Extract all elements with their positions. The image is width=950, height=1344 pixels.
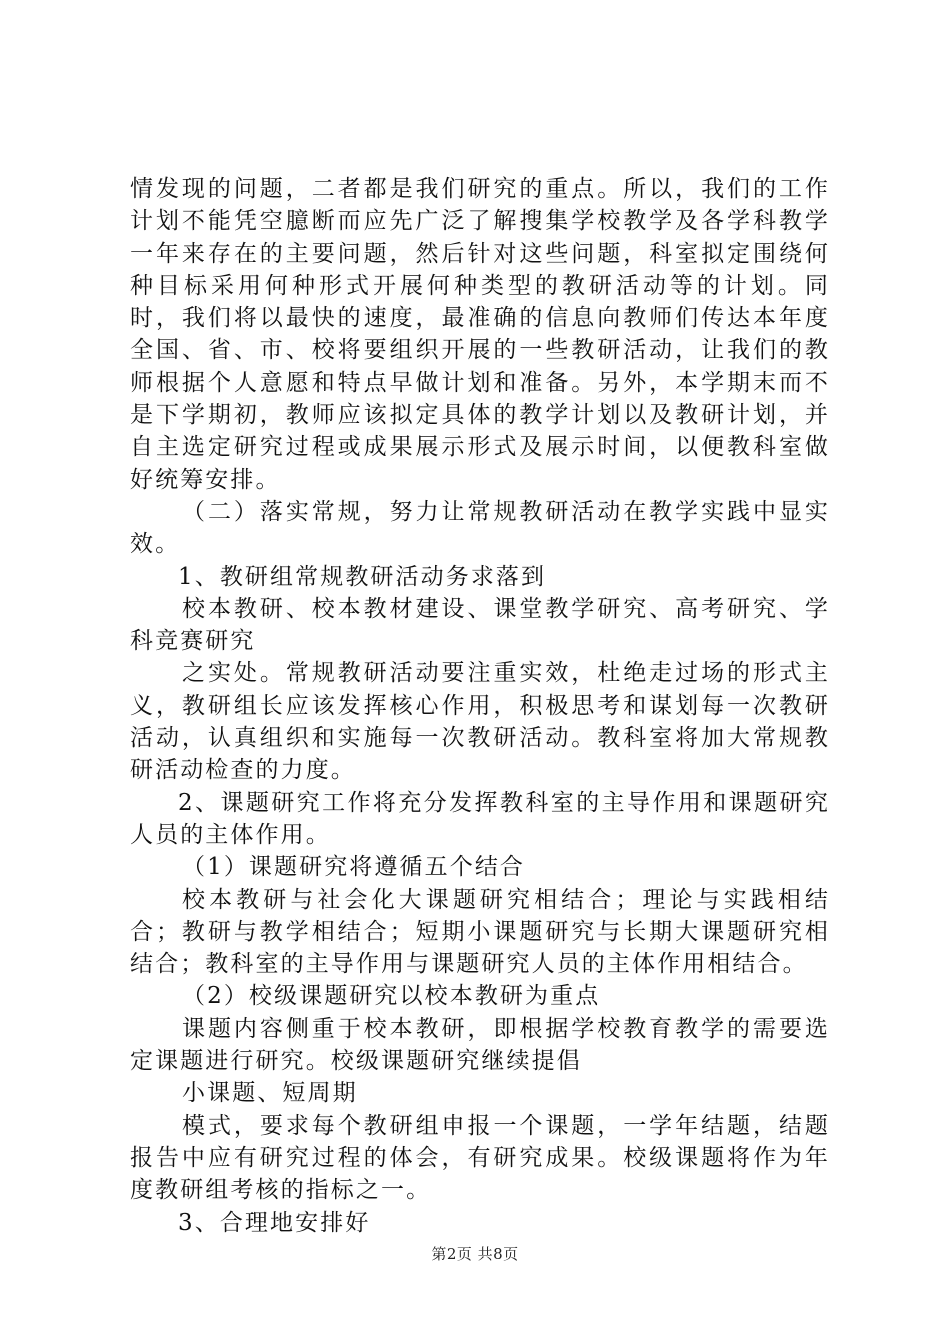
subitem-2-requirements: 模式，要求每个教研组申报一个课题，一学年结题，结题报告中应有研究过程的体会，有研究成果。校级课题将作为年度教研组考核的指标之一。 — [130, 1112, 830, 1204]
section-heading-routine: （二）落实常规，努力让常规教研活动在教学实践中显实效。 — [130, 498, 830, 558]
subitem-2-heading: （2）校级课题研究以校本教研为重点 — [182, 983, 601, 1010]
item-2-heading: 2、课题研究工作将充分发挥教科室的主导作用和课题研究人员的主体作用。 — [130, 789, 830, 848]
subitem-1-heading: （1）课题研究将遵循五个结合 — [182, 854, 526, 881]
subitem-2-mode: 小课题、短周期 — [182, 1080, 358, 1107]
item-1-heading: 1、教研组常规教研活动务求落到 — [178, 563, 547, 590]
subitem-2-body: 课题内容侧重于校本教研，即根据学校教育教学的需要选定课题进行研究。校级课题研究继续提倡 — [130, 1015, 830, 1075]
document-body — [130, 173, 830, 1239]
item-3-heading: 3、合理地安排好 — [178, 1209, 371, 1236]
item-1-topics: 校本教研、校本教材建设、课堂教学研究、高考研究、学科竞赛研究 — [130, 595, 830, 655]
subitem-1-body: 校本教研与社会化大课题研究相结合；理论与实践相结合；教研与教学相结合；短期小课题研究与长期大课题研究相结合；教科室的主导作用与课题研究人员的主体作用相结合。 — [130, 886, 830, 978]
paragraph-research-plan: 情发现的问题，二者都是我们研究的重点。所以，我们的工作计划不能凭空臆断而应先广泛了解搜集学校教学及各学科教学一年来存在的主要问题，然后针对这些问题，科室拟定围绕何种目标采用何种形式开展何种类型的教研活动等的计划。同时，我们将以最快的速度，最准确的信息向教师们传达本年度全国、省、市、校将要组织开展的一些教研活动，让我们的教师根据个人意愿和特点早做计划和准备。另外，本学期末而不是下学期初，教师应该拟定具体的教学计划以及教研计划，并自主选定研究过程或成果展示形式及展示时间，以便教科室做好统筹安排。 — [130, 176, 830, 493]
page-number-footer: 第2页 共8页 — [431, 1245, 519, 1263]
item-1-body: 之实处。常规教研活动要注重实效，杜绝走过场的形式主义，教研组长应该发挥核心作用，积极思考和谋划每一次教研活动，认真组织和实施每一次教研活动。教科室将加大常规教研活动检查的力度。 — [130, 660, 830, 784]
